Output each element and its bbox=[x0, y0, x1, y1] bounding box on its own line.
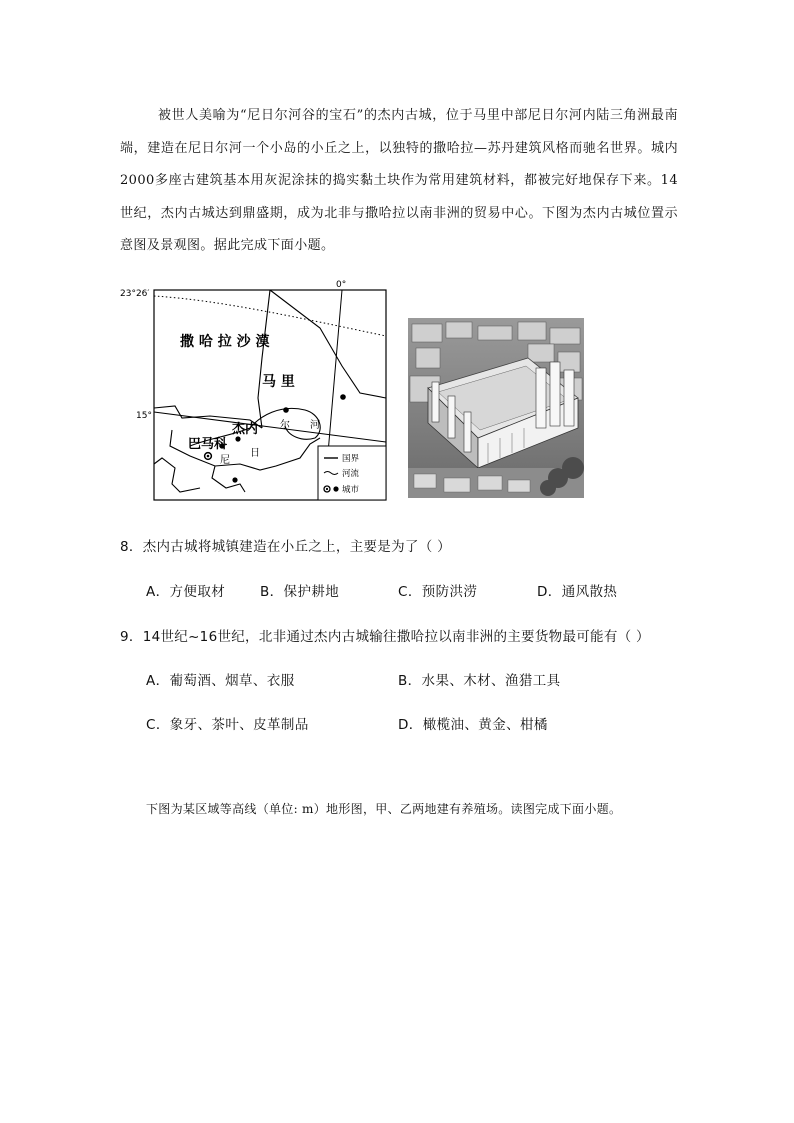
question-8-stem: 8．杰内古城将城镇建造在小丘之上，主要是为了（ ） bbox=[120, 539, 451, 555]
intro-paragraph: 被世人美喻为“尼日尔河谷的宝石”的杰内古城，位于马里中部尼日尔河内陆三角洲最南端，建造在尼日尔河一个小岛的小丘之上，以独特的撒哈拉—苏丹建筑风格而驰名世界。城内2000多座古建筑基本用灰泥涂抹的捣实黏土块作为常用建筑材料，都被完好地保存下来。14世纪，杰内古城达到鼎盛期，成为北非与撒哈拉以南非洲的贸易中心。下图为杰内古城位置示意图及景观图。据此完成下面小题。 bbox=[120, 108, 678, 253]
q8-option-a: A．方便取材 bbox=[146, 584, 226, 600]
mali-label: 马 里 bbox=[262, 374, 295, 390]
svg-text:河流: 河流 bbox=[342, 469, 360, 479]
lat-label-15: 15° bbox=[136, 411, 152, 421]
map-legend bbox=[318, 446, 386, 500]
q8-option-d: D．通风散热 bbox=[537, 584, 618, 600]
bamako-label: 巴马科 bbox=[188, 437, 228, 452]
sahara-label: 撒 哈 拉 沙 漠 bbox=[180, 334, 270, 350]
city-djenne-dot bbox=[235, 436, 240, 441]
next-section-intro: 下图为某区域等高线（单位: m）地形图，甲、乙两地建有养殖场。读图完成下面小题。 bbox=[146, 802, 622, 816]
lat-label-tropic: 23°26′ bbox=[120, 289, 150, 299]
river-char: 日 bbox=[250, 448, 260, 459]
svg-text:城市: 城市 bbox=[342, 485, 360, 495]
q9-option-c: C．象牙、茶叶、皮革制品 bbox=[146, 717, 309, 733]
q8-option-c: C．预防洪涝 bbox=[398, 584, 478, 600]
river-char: 河 bbox=[310, 420, 320, 431]
q9-option-a: A．葡萄酒、烟草、衣服 bbox=[146, 673, 295, 689]
city-dot bbox=[340, 394, 346, 400]
svg-text:国界: 国界 bbox=[342, 454, 360, 464]
q9-option-d: D．橄榄油、黄金、柑橘 bbox=[398, 717, 548, 733]
djenne-label: 杰内 bbox=[232, 422, 259, 437]
question-9-stem: 9．14世纪~16世纪，北非通过杰内古城输往撒哈拉以南非洲的主要货物最可能有（ ） bbox=[120, 629, 650, 645]
location-map bbox=[120, 278, 390, 502]
q9-option-b: B．水果、木材、渔猎工具 bbox=[398, 673, 561, 689]
q8-option-b: B．保护耕地 bbox=[260, 584, 340, 600]
city-dot bbox=[283, 407, 289, 413]
city-dot bbox=[232, 477, 237, 482]
river-char: 尼 bbox=[220, 455, 230, 466]
river-char: 尔 bbox=[280, 420, 290, 431]
djenne-landscape-photo bbox=[408, 318, 584, 498]
lon-label-0: 0° bbox=[336, 280, 347, 290]
